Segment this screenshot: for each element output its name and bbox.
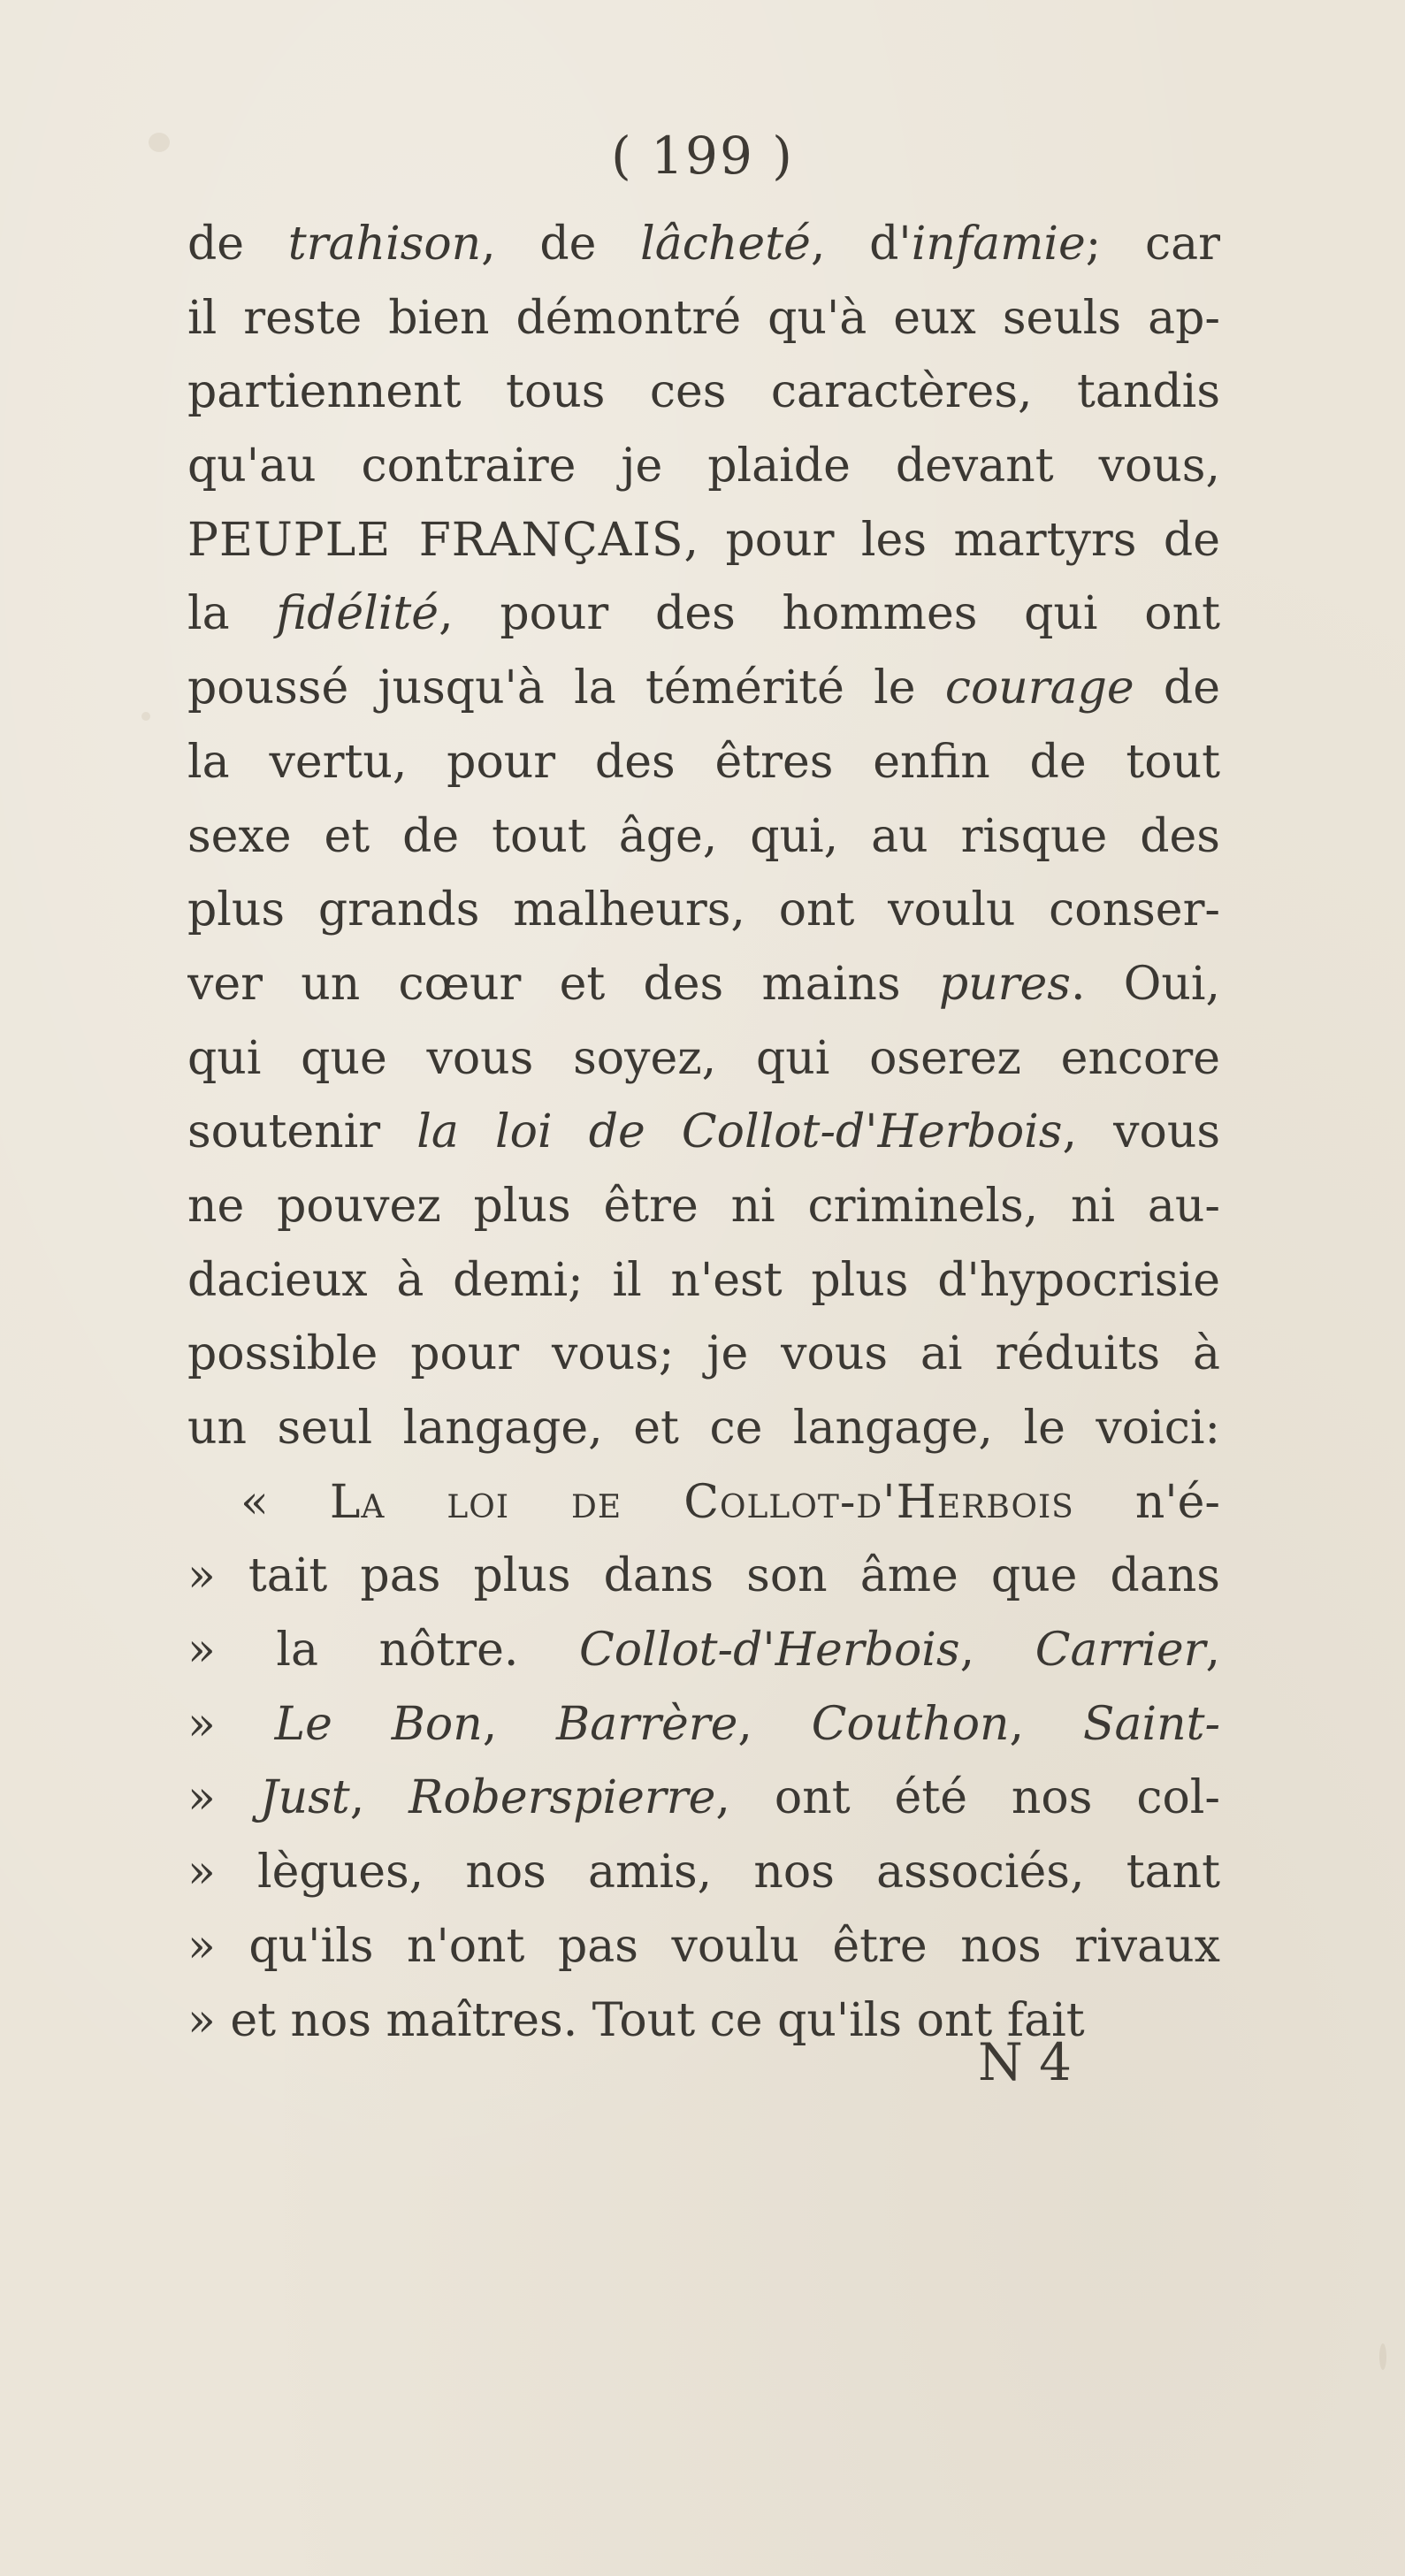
text-line: dacieux à demi; il n'est plus d'hypocrisie <box>187 1253 1220 1307</box>
text-line: » qu'ils n'ont pas voulu être nos rivaux <box>187 1919 1220 1973</box>
text-line: il reste bien démontré qu'à eux seuls ap- <box>187 291 1220 345</box>
text-line: ver un cœur et des mains pures. Oui, <box>187 957 1220 1011</box>
text-line: sexe et de tout âge, qui, au risque des <box>187 809 1220 863</box>
text-line: » Just, Roberspierre, ont été nos col- <box>187 1771 1220 1825</box>
text-line: » la nôtre. Collot-d'Herbois, Carrier, <box>187 1624 1220 1678</box>
text-line: plus grands malheurs, ont voulu conser- <box>187 883 1220 937</box>
text-line: possible pour vous; je vous ai réduits à <box>187 1327 1220 1381</box>
text-line: de trahison, de lâcheté, d'infamie; car <box>187 218 1220 271</box>
text-line: la fidélité, pour des hommes qui ont <box>187 587 1220 641</box>
text-line: » et nos maîtres. Tout ce qu'ils ont fait <box>187 1993 1085 2047</box>
body-text <box>187 208 1220 2058</box>
text-line: qui que vous soyez, qui oserez encore <box>187 1031 1220 1085</box>
text-line: un seul langage, et ce langage, le voici: <box>187 1402 1220 1455</box>
text-line: » lègues, nos amis, nos associés, tant <box>187 1846 1220 1900</box>
text-line: ne pouvez plus être ni criminels, ni au- <box>187 1179 1220 1233</box>
page-number: ( 199 ) <box>611 126 794 186</box>
text-line: » tait pas plus dans son âme que dans <box>187 1549 1220 1603</box>
text-line: » Le Bon, Barrère, Couthon, Saint- <box>187 1697 1220 1751</box>
text-line: poussé jusqu'à la témérité le courage de <box>187 661 1220 715</box>
text-line: partiennent tous ces caractères, tandis <box>187 365 1220 419</box>
text-line: soutenir la loi de Collot-d'Herbois, vous <box>187 1105 1220 1159</box>
signature-mark: N 4 <box>978 2032 1073 2092</box>
paper-stain <box>1379 2343 1386 2370</box>
text-line: « La loi de Collot-d'Herbois n'é- <box>241 1475 1220 1529</box>
text-line: la vertu, pour des êtres enfin de tout <box>187 735 1220 789</box>
paper-stain <box>141 712 150 721</box>
text-line: PEUPLE FRANÇAIS, pour les martyrs de <box>187 513 1220 567</box>
text-line: qu'au contraire je plaide devant vous, <box>187 440 1220 493</box>
